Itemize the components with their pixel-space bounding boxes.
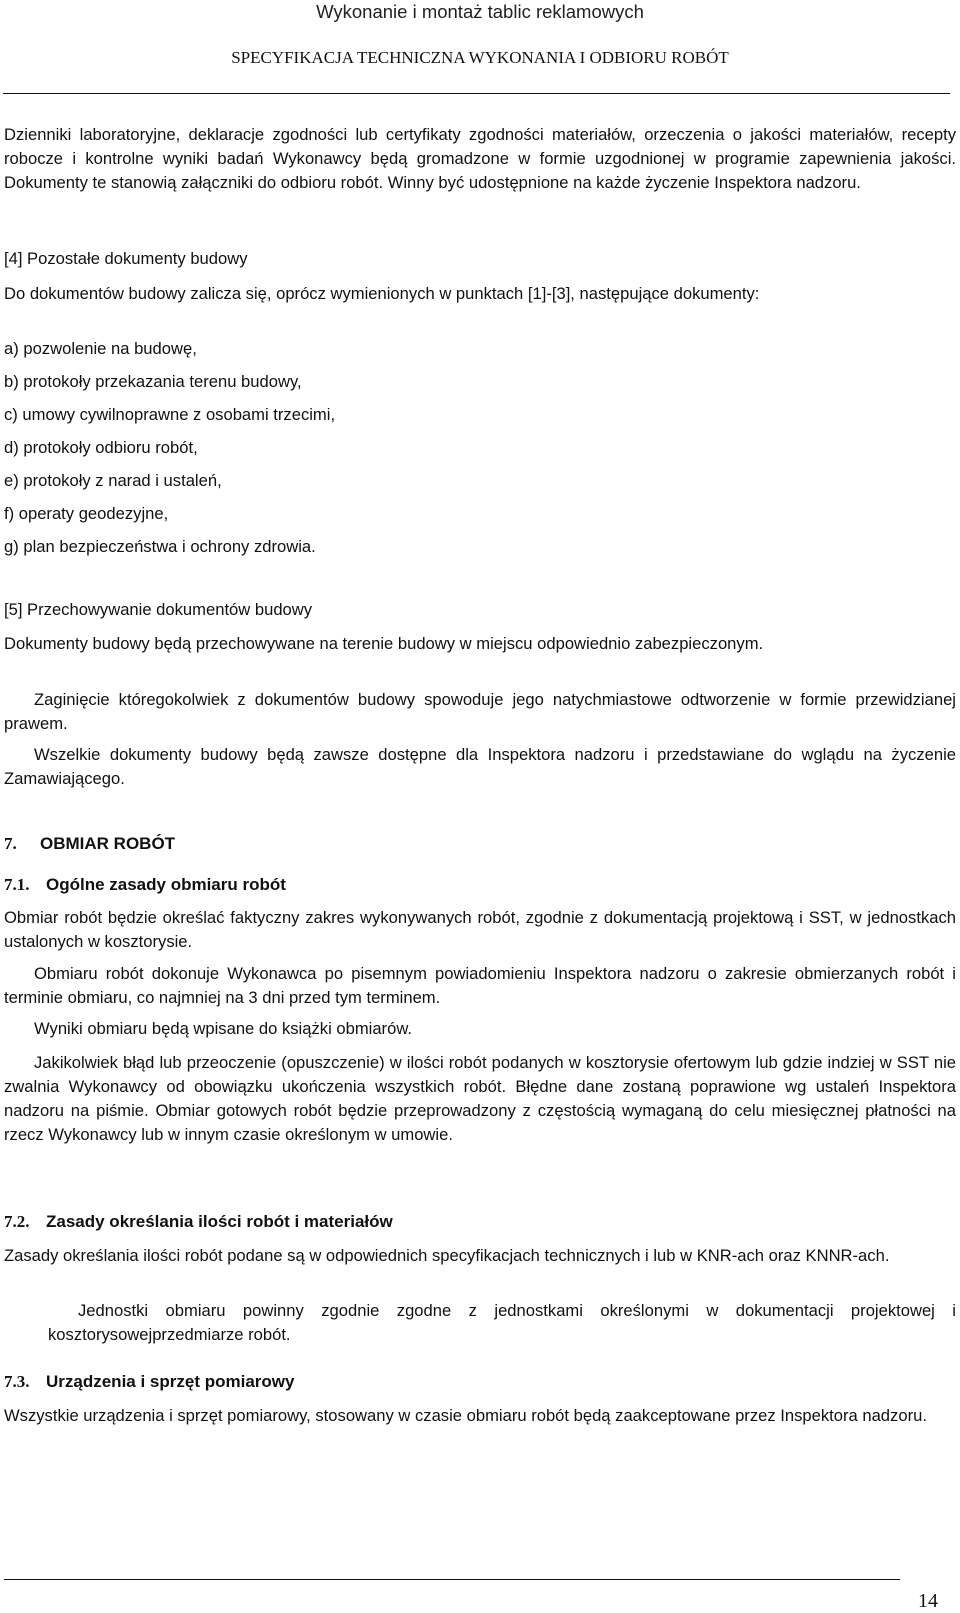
list-item: g) plan bezpieczeństwa i ochrony zdrowia. <box>4 537 316 556</box>
section-7-2-paragraph-1: Zasady określania ilości robót podane są w odpowiednich specyfikacjach technicznych i lub w KNR-ach oraz KNNR-ach. <box>4 1246 890 1265</box>
section-5-paragraph-1: Dokumenty budowy będą przechowywane na terenie budowy w miejscu odpowiednio zabezpieczonym. <box>4 634 764 653</box>
section-4-intro: Do dokumentów budowy zalicza się, oprócz wymienionych w punktach [1]-[3], następujące dokumenty: <box>4 284 760 303</box>
page-number: 14 <box>918 1590 938 1612</box>
specification-title: SPECYFIKACJA TECHNICZNA WYKONANIA I ODBIORU ROBÓT <box>231 48 729 67</box>
section-number: 7.1. <box>4 875 30 894</box>
list-item: e) protokoły z narad i ustaleń, <box>4 471 222 490</box>
section-5-paragraph-3: Wszelkie dokumenty budowy będą zawsze dostępne dla Inspektora nadzoru i przedstawiane do wglądu na życzenie Zamawiającego. <box>4 745 956 788</box>
section-number: 7.3. <box>4 1372 30 1391</box>
section-title: Urządzenia i sprzęt pomiarowy <box>46 1372 295 1391</box>
section-5-heading: [5] Przechowywanie dokumentów budowy <box>4 600 313 619</box>
header-divider <box>3 93 950 94</box>
section-7-1-paragraph-2: Obmiaru robót dokonuje Wykonawca po pisemnym powiadomieniu Inspektora nadzoru o zakresie obmierzanych robót i terminie obmiaru, co najmniej na 3 dni przed tym terminem. <box>4 964 956 1007</box>
list-item: f) operaty geodezyjne, <box>4 504 169 523</box>
list-item: d) protokoły odbioru robót, <box>4 438 198 457</box>
section-7-3-paragraph-1: Wszystkie urządzenia i sprzęt pomiarowy, stosowany w czasie obmiaru robót będą zaakceptowane przez Inspektora nadzoru. <box>4 1406 927 1425</box>
footer-divider <box>4 1579 900 1580</box>
list-item: c) umowy cywilnoprawne z osobami trzecimi, <box>4 405 336 424</box>
list-item: b) protokoły przekazania terenu budowy, <box>4 372 302 391</box>
section-7-2-heading <box>4 1210 393 1234</box>
section-7-1-paragraph-3: Wyniki obmiaru będą wpisane do książki obmiarów. <box>34 1019 412 1038</box>
section-title: Ogólne zasady obmiaru robót <box>46 875 286 894</box>
document-title: Wykonanie i montaż tablic reklamowych <box>316 1 644 22</box>
section-5-paragraph-2: Zaginięcie któregokolwiek z dokumentów budowy spowoduje jego natychmiastowe odtworzenie w formie przewidzianej prawem. <box>4 690 956 733</box>
section-7-2-paragraph-2: Jednostki obmiaru powinny zgodnie zgodne z jednostkami określonymi w dokumentacji projektowej i kosztorysowejprzedmiarze robót. <box>48 1301 956 1344</box>
section-title: Zasady określania ilości robót i materiałów <box>46 1212 393 1231</box>
section-7-1-heading <box>4 873 286 897</box>
section-number: 7.2. <box>4 1212 30 1231</box>
chapter-number: 7. <box>4 834 17 853</box>
chapter-7-heading <box>4 832 175 856</box>
section-7-1-paragraph-4: Jakikolwiek błąd lub przeoczenie (opuszczenie) w ilości robót podanych w kosztorysie ofertowym lub gdzie indziej w SST nie zwalnia Wykonawcy od obowiązku ukończenia wszystkich robót. Błędne dane zostaną poprawione wg ustaleń Inspektora nadzoru na piśmie. Obmiar gotowych robót będzie przeprowadzony z częstością wymaganą do celu miesięcznej płatności na rzecz Wykonawcy lub w innym czasie określonym w umowie. <box>4 1053 956 1144</box>
list-item: a) pozwolenie na budowę, <box>4 339 197 358</box>
chapter-title: OBMIAR ROBÓT <box>40 834 176 853</box>
section-4-heading: [4] Pozostałe dokumenty budowy <box>4 249 248 268</box>
section-7-3-heading <box>4 1370 294 1394</box>
section-7-1-paragraph-1: Obmiar robót będzie określać faktyczny zakres wykonywanych robót, zgodnie z dokumentacją projektową i SST, w jednostkach ustalonych w kosztorysie. <box>4 908 956 951</box>
intro-paragraph: Dzienniki laboratoryjne, deklaracje zgodności lub certyfikaty zgodności materiałów, orzeczenia o jakości materiałów, recepty robocze i kontrolne wyniki badań Wykonawcy będą gromadzone w formie uzgodnionej w programie zapewnienia jakości. Dokumenty te stanowią załączniki do odbioru robót. Winny być udostępnione na każde życzenie Inspektora nadzoru. <box>4 125 956 192</box>
